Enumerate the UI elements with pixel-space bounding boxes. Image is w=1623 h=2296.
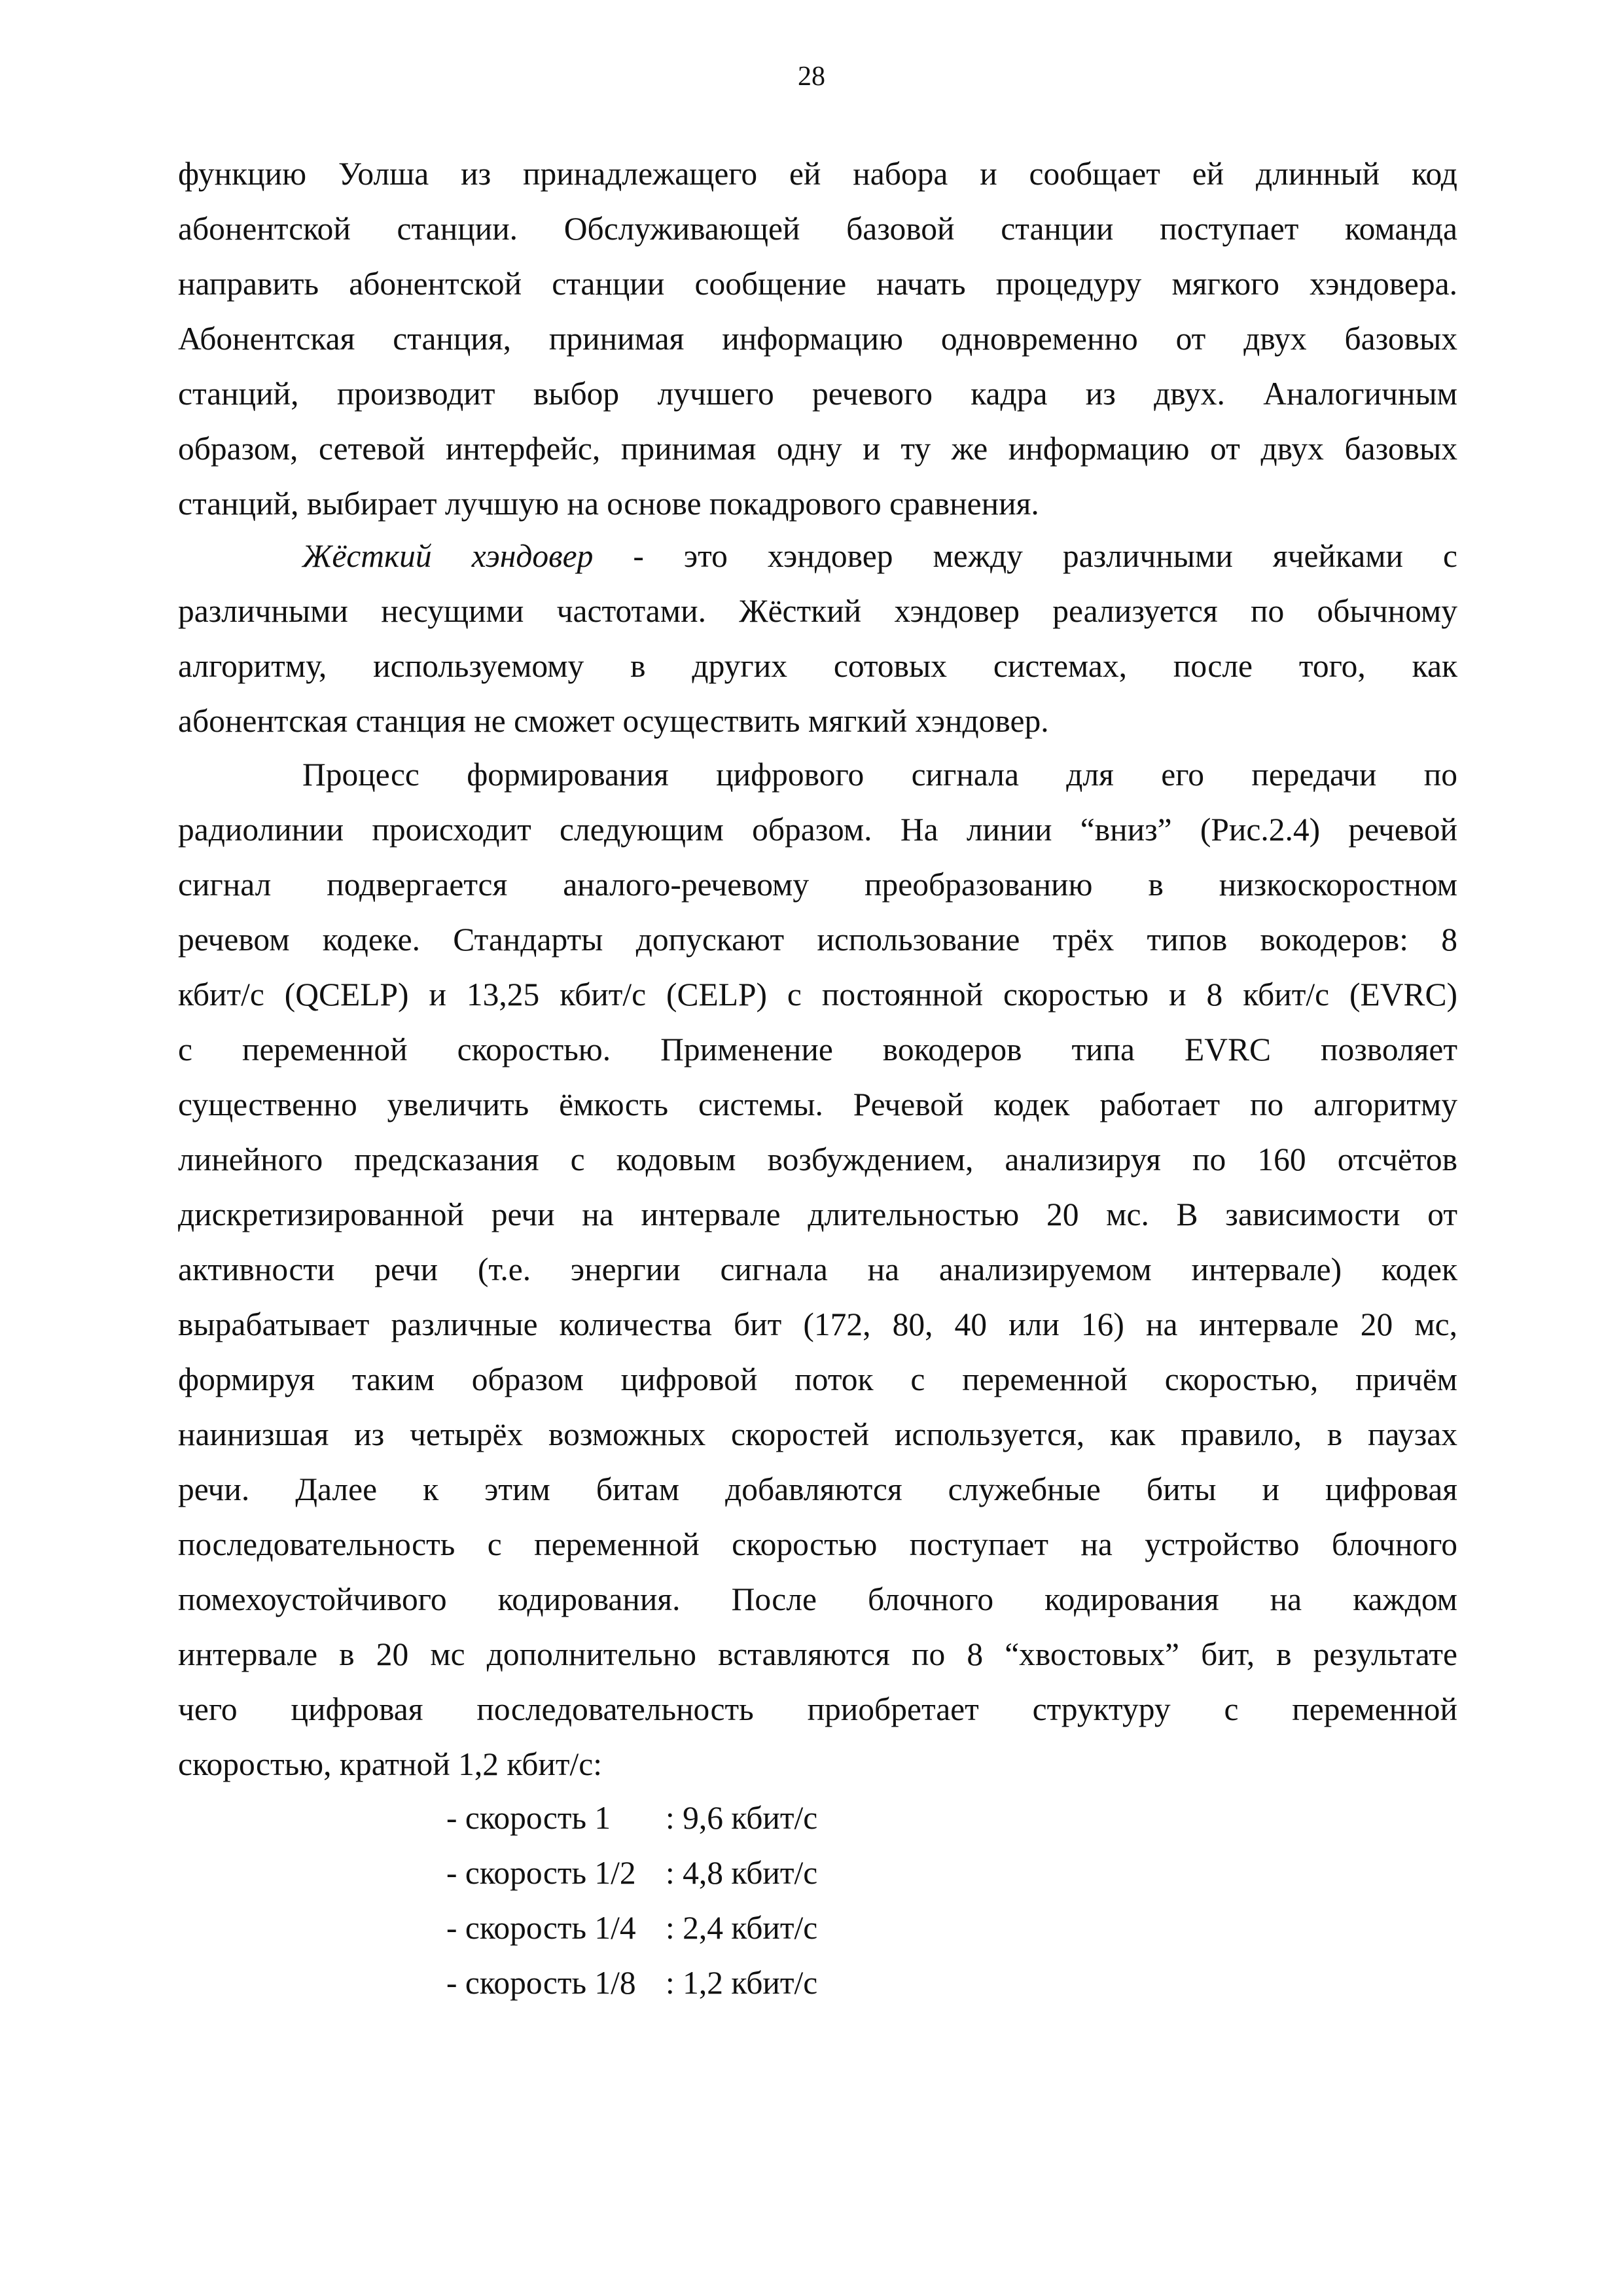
text-line: вырабатывает различные количества бит (172, 80, 40 или 16) на интервале 20 мс, [178, 1306, 1457, 1342]
text-line: наинизшая из четырёх возможных скоростей используется, как правило, в паузах [178, 1416, 1457, 1452]
rate-label: - скорость 1/2 [446, 1855, 636, 1891]
text-line-first: Процесс формирования цифрового сигнала для его передачи по [302, 757, 1457, 793]
rate-value: : 2,4 кбит/с [666, 1910, 818, 1946]
text-line: существенно увеличить ёмкость системы. Речевой кодек работает по алгоритму [178, 1086, 1457, 1122]
rate-item [446, 1791, 944, 1846]
text-line: алгоритму, используемому в других сотовых системах, после того, как [178, 648, 1457, 684]
text-line: дискретизированной речи на интервале длительностью 20 мс. В зависимости от [178, 1196, 1457, 1232]
paragraph-hard-handover [178, 529, 1457, 749]
definition-text: - это хэндовер между различными ячейками с [593, 538, 1457, 574]
text-line-first [178, 529, 1457, 584]
text-line: интервале в 20 мс дополнительно вставляются по 8 “хвостовых” бит, в результате [178, 1636, 1457, 1672]
text-line: речи. Далее к этим битам добавляются служебные биты и цифровая [178, 1471, 1457, 1507]
paragraph-soft-handover [178, 147, 1457, 531]
text-line: станций, выбирает лучшую на основе покадрового сравнения. [178, 486, 1039, 522]
text-line: формируя таким образом цифровой поток с переменной скоростью, причём [178, 1361, 1457, 1397]
rate-value: : 1,2 кбит/с [666, 1965, 818, 2001]
rate-label: - скорость 1/8 [446, 1965, 636, 2001]
text-line: абонентской станции. Обслуживающей базовой станции поступает команда [178, 211, 1457, 247]
text-line: функцию Уолша из принадлежащего ей набора и сообщает ей длинный код [178, 156, 1457, 192]
rate-label: - скорость 1 [446, 1800, 611, 1836]
text-line: скоростью, кратной 1,2 кбит/с: [178, 1746, 602, 1782]
rate-item [446, 1901, 944, 1956]
text-line: Абонентская станция, принимая информацию одновременно от двух базовых [178, 321, 1457, 357]
text-line: образом, сетевой интерфейс, принимая одну и ту же информацию от двух базовых [178, 431, 1457, 467]
text-line: направить абонентской станции сообщение начать процедуру мягкого хэндовера. [178, 266, 1457, 302]
text-line: радиолинии происходит следующим образом. На линии “вниз” (Рис.2.4) речевой [178, 812, 1457, 848]
text-line: линейного предсказания с кодовым возбуждением, анализируя по 160 отсчётов [178, 1141, 1457, 1177]
text-line: с переменной скоростью. Применение вокодеров типа EVRC позволяет [178, 1031, 1457, 1067]
term-hard-handover: Жёсткий хэндовер [302, 538, 594, 574]
text-line: последовательность с переменной скоростью поступает на устройство блочного [178, 1526, 1457, 1562]
text-line: чего цифровая последовательность приобретает структуру с переменной [178, 1691, 1457, 1727]
text-line: сигнал подвергается аналого-речевому преобразованию в низкоскоростном [178, 867, 1457, 903]
rate-value: : 9,6 кбит/с [666, 1800, 818, 1836]
rate-label: - скорость 1/4 [446, 1910, 636, 1946]
text-line: станций, производит выбор лучшего речевого кадра из двух. Аналогичным [178, 376, 1457, 412]
text-line: абонентская станция не сможет осуществить мягкий хэндовер. [178, 703, 1049, 739]
text-line: речевом кодеке. Стандарты допускают использование трёх типов вокодеров: 8 [178, 922, 1457, 958]
text-line: различными несущими частотами. Жёсткий хэндовер реализуется по обычному [178, 593, 1457, 629]
rate-item [446, 1956, 944, 2011]
rate-item [446, 1846, 944, 1901]
paragraph-signal-formation [178, 747, 1457, 1792]
rate-value: : 4,8 кбит/с [666, 1855, 818, 1891]
page-number: 28 [798, 62, 825, 92]
rate-list [446, 1791, 944, 2011]
text-line: активности речи (т.е. энергии сигнала на анализируемом интервале) кодек [178, 1251, 1457, 1287]
text-line: помехоустойчивого кодирования. После блочного кодирования на каждом [178, 1581, 1457, 1617]
text-line: кбит/с (QCELP) и 13,25 кбит/с (CELP) с постоянной скоростью и 8 кбит/с (EVRC) [178, 977, 1457, 1013]
